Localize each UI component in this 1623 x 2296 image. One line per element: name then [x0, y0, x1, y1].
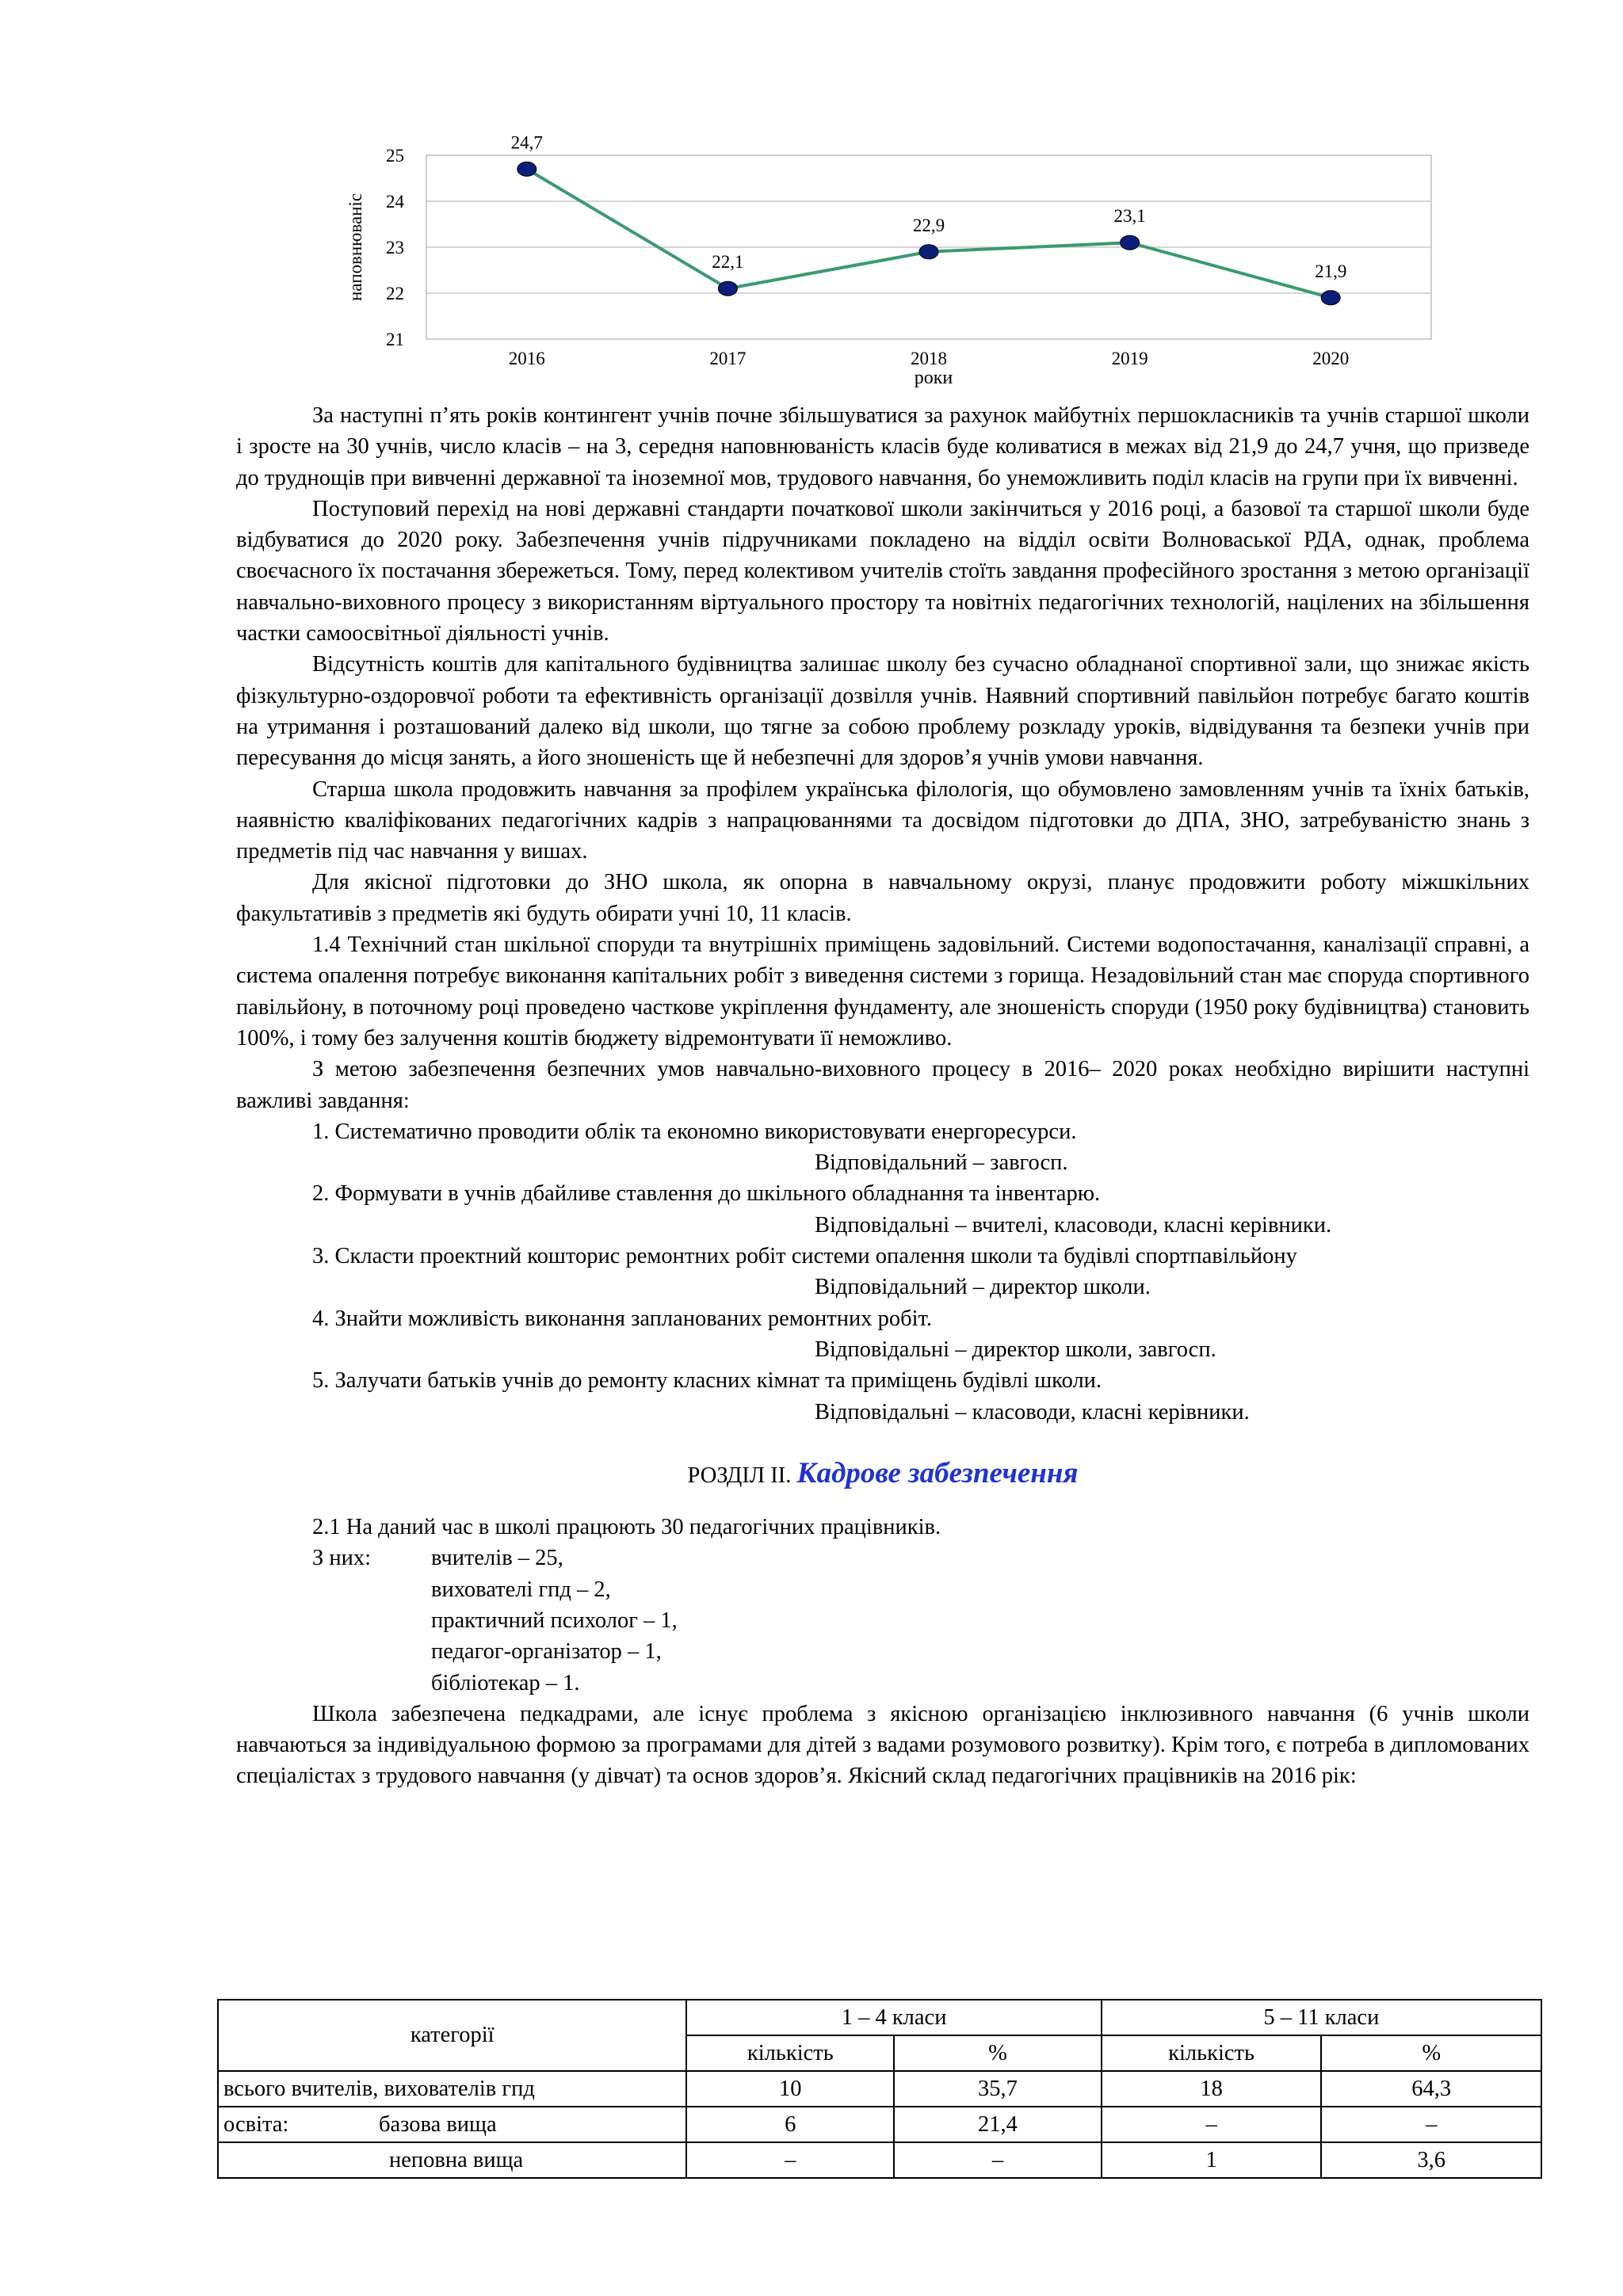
header-group-1-4: 1 – 4 класи	[686, 2000, 1101, 2035]
data-label: 21,9	[1315, 261, 1347, 281]
cell-percent: –	[1321, 2107, 1541, 2142]
header-percent: %	[894, 2035, 1102, 2071]
cell-count: –	[686, 2142, 894, 2178]
paragraph-zno: Для якісної підготовки до ЗНО школа, як опорна в навчальному окрузі, планує продовжити роботу міжшкільних факультативів з предметів які будуть обирати учні 10, 11 класів.	[236, 870, 1529, 926]
task-responsible: Відповідальні – класоводи, класні керівники.	[815, 1399, 1250, 1425]
header-categories: категорії	[218, 2000, 686, 2071]
cell-percent: –	[894, 2142, 1102, 2178]
staff-item: практичний психолог – 1,	[431, 1608, 678, 1633]
x-tick-label: 2020	[1312, 349, 1350, 368]
task-responsible: Відповідальний – завгосп.	[815, 1150, 1068, 1176]
paragraph-contingent: За наступні п’ять років контингент учнів почне збільшуватися за рахунок майбутніх першокласників та учнів старшої школи і зросте на 30 учнів, число класів – на 3, середня наповнюваність класів буде коливатися в межах від 21,9 до 24,7 учня, що призведе до труднощів при вивченні державної та іноземної мов, трудового навчання, бо унеможливить поділ класів на групи при їх вивченні.	[236, 403, 1529, 490]
paragraph-sports: Відсутність коштів для капітального будівництва залишає школу без сучасно обладнаної спортивної зали, що знижає якість фізкультурно-оздоровчої роботи та ефективність організації дозвілля учнів. Наявний спортивний павільйон потребує багато коштів на утримання і розташований далеко від школи, що тягне за собою проблему розкладу уроків, відвідування та безпеки учнів при пересування до місця занять, а його зношеність ще й небезпечні для здоров’я учнів умови навчання.	[236, 652, 1529, 771]
row-label: всього вчителів, вихователів гпд	[218, 2071, 686, 2107]
staff-lead: З них:	[312, 1546, 372, 1571]
cell-percent: 3,6	[1321, 2142, 1541, 2178]
staff-item: вчителів – 25,	[431, 1546, 563, 1571]
x-tick-labels	[509, 349, 1349, 368]
header-count: кількість	[1102, 2035, 1322, 2071]
staff-item: педагог-організатор – 1,	[431, 1639, 662, 1665]
x-tick-label: 2018	[911, 349, 947, 368]
table-row	[218, 2142, 1541, 2178]
cell-count: –	[1102, 2107, 1322, 2142]
table-header-row	[218, 2000, 1541, 2035]
staff-intro: 2.1 На даний час в школі працюють 30 педагогічних працівників.	[312, 1515, 941, 1540]
cell-percent: 35,7	[894, 2071, 1102, 2107]
paragraph-technical-state: 1.4 Технічний стан шкільної споруди та внутрішніх приміщень задовільний. Системи водопостачання, каналізації справні, а система опалення потребує виконання капітальних робіт з виведення системи з горища. Незадовільний стан має споруда спортивного павільйону, в поточному році проведено часткове укріплення фундаменту, але зношеність споруди (1950 року будівництва) становить 100%, і тому без залучення коштів бюджету відремонтувати її неможливо.	[236, 933, 1529, 1051]
cell-percent: 64,3	[1321, 2071, 1541, 2107]
table-row	[218, 2107, 1541, 2142]
row-label	[218, 2107, 686, 2142]
y-axis-label: наповнюваніс	[346, 193, 365, 302]
task-item: 3. Скласти проектний кошторис ремонтних робіт системи опалення школи та будівлі спортпавільйону	[312, 1244, 1297, 1269]
y-tick-label: 25	[386, 146, 404, 166]
section-heading	[236, 1458, 1529, 1491]
data-point	[517, 162, 537, 176]
task-item: 2. Формувати в учнів дбайливе ставлення до шкільного обладнання та інвентарю.	[312, 1181, 1101, 1207]
data-point	[1321, 291, 1340, 305]
staff-composition-table	[217, 1999, 1542, 2179]
paragraph-staff-quality: Школа забезпечена педкадрами, але існує проблема з якісною організацією інклюзивного навчання (6 учнів школи навчаються за індивідуальною формою за програмами для дітей з вадами розумового розвитку). Крім того, є потреба в дипломованих спеціалістах з трудового навчання (у дівчат) та основ здоров’я. Якісний склад педагогічних працівників на 2016 рік:	[236, 1701, 1529, 1789]
row-label-text: базова вища	[379, 2111, 497, 2137]
data-point	[1121, 235, 1140, 250]
task-item: 4. Знайти можливість виконання запланованих ремонтних робіт.	[312, 1306, 932, 1331]
staff-item: вихователі гпд – 2,	[431, 1577, 611, 1602]
cell-percent: 21,4	[894, 2107, 1102, 2142]
y-tick-label: 23	[386, 238, 404, 257]
task-responsible: Відповідальні – вчителі, класоводи, класні керівники.	[815, 1212, 1332, 1238]
y-tick-label: 21	[386, 330, 404, 349]
row-label: неповна вища	[218, 2142, 686, 2178]
header-count: кількість	[686, 2035, 894, 2071]
paragraph-standards: Поступовий перехід на нові державні стандарти початкової школи закінчиться у 2016 році, а базової та старшої школи буде відбуватися до 2020 року. Забезпечення учнів підручниками покладено на відділ освіти Волноваської РДА, однак, проблема своєчасного їх постачання збережеться. Тому, перед колективом учителів стоїть завдання професійного зростання з метою організації навчально-виховного процесу з використанням віртуального простору та новітніх педагогічних технологій, націлених на збільшення частки самоосвітньої діяльності учнів.	[236, 496, 1529, 646]
document-body	[236, 400, 1529, 1792]
y-tick-label: 24	[386, 192, 404, 212]
data-point	[718, 281, 737, 296]
header-percent: %	[1321, 2035, 1541, 2071]
data-label: 23,1	[1113, 206, 1146, 227]
data-label: 22,9	[912, 215, 945, 235]
contingent-line-chart	[0, 0, 1623, 396]
y-tick-label: 22	[386, 284, 404, 303]
cell-count: 18	[1102, 2071, 1322, 2107]
staff-item: бібліотекар – 1.	[431, 1670, 580, 1695]
data-label: 24,7	[510, 132, 543, 153]
paragraph-profile: Старша школа продовжить навчання за профілем українська філологія, що обумовлено замовленням учнів та їхніх батьків, наявністю кваліфікованих педагогічних кадрів з напрацюваннями та досвідом підготовки до ДПА, ЗНО, затребуваністю знань з предметів під час навчання у вишах.	[236, 776, 1529, 864]
task-item: 1. Систематично проводити облік та економно використовувати енергоресурси.	[312, 1119, 1077, 1144]
staff-first-row	[312, 1543, 1529, 1573]
header-group-5-11: 5 – 11 класи	[1102, 2000, 1541, 2035]
x-tick-label: 2016	[508, 349, 545, 368]
data-point	[919, 245, 938, 259]
x-tick-label: 2019	[1111, 349, 1148, 368]
cell-count: 1	[1102, 2142, 1322, 2178]
cell-count: 6	[686, 2107, 894, 2142]
task-item: 5. Залучати батьків учнів до ремонту класних кімнат та приміщень будівлі школи.	[312, 1368, 1102, 1394]
cell-count: 10	[686, 2071, 894, 2107]
section-prefix: РОЗДІЛ ІІ.	[687, 1463, 797, 1488]
table-row	[218, 2071, 1541, 2107]
x-axis-label: роки	[914, 368, 953, 388]
task-responsible: Відповідальний – директор школи.	[815, 1275, 1151, 1300]
task-responsible: Відповідальні – директор школи, завгосп.	[815, 1337, 1216, 1362]
section-title: Кадрове забезпечення	[796, 1456, 1079, 1489]
row-prefix: освіта:	[223, 2111, 289, 2137]
paragraph-safety-goals: З метою забезпечення безпечних умов навчально-виховного процесу в 2016– 2020 роках необхідно вирішити наступні важливі завдання:	[236, 1057, 1529, 1113]
x-tick-label: 2017	[709, 349, 747, 368]
data-label: 22,1	[712, 252, 744, 273]
y-tick-labels	[386, 146, 405, 349]
